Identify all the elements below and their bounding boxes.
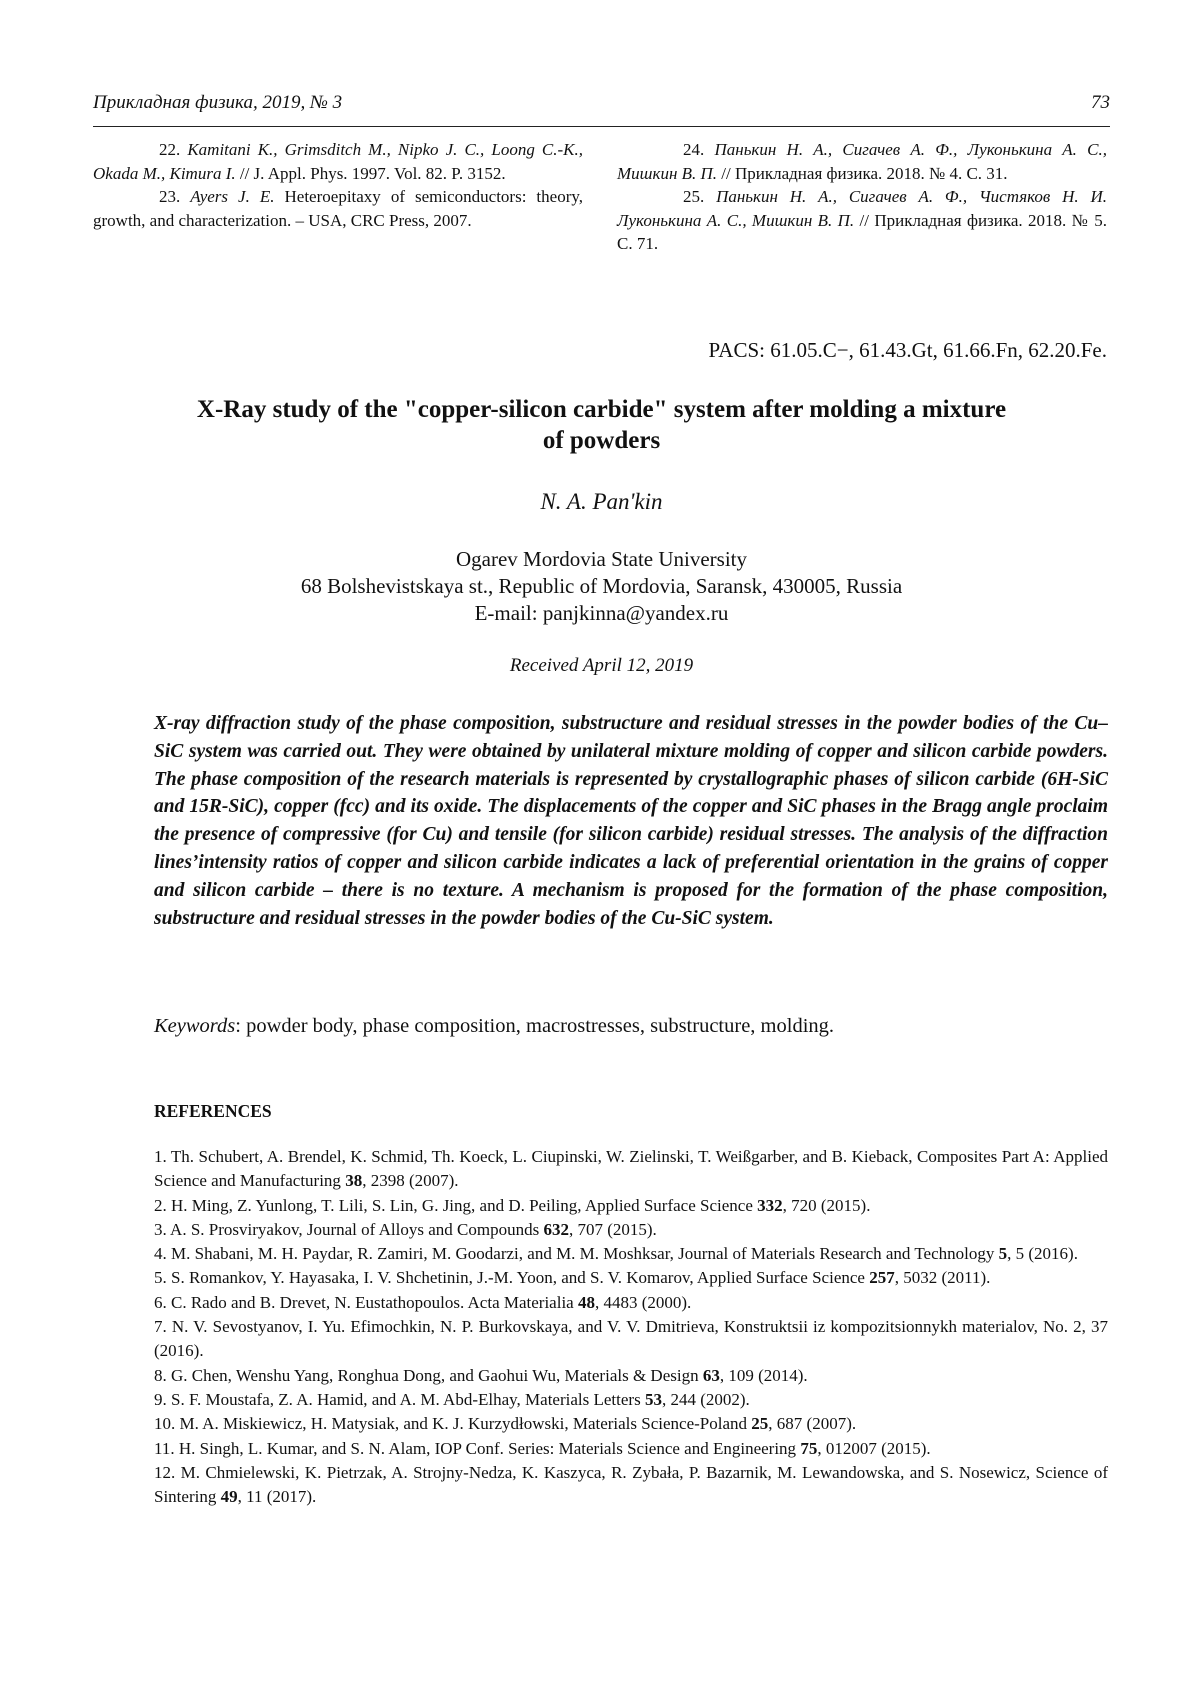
- reference-item: 12. M. Chmielewski, K. Pietrzak, A. Strojny-Nedza, K. Kaszyca, R. Zybała, P. Bazarnik, M. Lewandowska, and S. Nosewicz, Science of Sintering 49, 11 (2017).: [154, 1461, 1108, 1510]
- reference-item: 6. C. Rado and B. Drevet, N. Eustathopoulos. Acta Materialia 48, 4483 (2000).: [154, 1291, 1108, 1315]
- reference-item: 11. H. Singh, L. Kumar, and S. N. Alam, IOP Conf. Series: Materials Science and Engineering 75, 012007 (2015).: [154, 1437, 1108, 1461]
- reference-item: 4. M. Shabani, M. H. Paydar, R. Zamiri, M. Goodarzi, and M. M. Moshksar, Journal of Materials Research and Technology 5, 5 (2016).: [154, 1242, 1108, 1266]
- received-date: Received April 12, 2019: [93, 655, 1110, 677]
- references-heading: REFERENCES: [154, 1101, 272, 1122]
- reference-item: 2. H. Ming, Z. Yunlong, T. Lili, S. Lin, G. Jing, and D. Peiling, Applied Surface Science 332, 720 (2015).: [154, 1194, 1108, 1218]
- reference-authors: Kamitani K., Grimsditch M., Nipko J. C., Loong C.-K., Okada M., Kimura I.: [93, 140, 583, 183]
- reference-item: 5. S. Romankov, Y. Hayasaka, I. V. Shchetinin, J.-M. Yoon, and S. V. Komarov, Applied Surface Science 257, 5032 (2011).: [154, 1266, 1108, 1290]
- article-author: N. A. Pan'kin: [93, 489, 1110, 515]
- affiliation-name: Ogarev Mordovia State University: [93, 546, 1110, 573]
- references-list: [154, 1145, 1108, 1509]
- reference-authors: Панькин Н. А., Сигачев А. Ф., Луконькина А. С., Мишкин В. П.: [617, 140, 1107, 183]
- previous-references-right-column: [617, 138, 1107, 256]
- reference-item: 7. N. V. Sevostyanov, I. Yu. Efimochkin, N. P. Burkovskaya, and V. V. Dmitrieva, Konstruktsii iz kompozitsionnykh materialov, No. 2, 37 (2016).: [154, 1315, 1108, 1364]
- journal-page: [0, 0, 1200, 1698]
- page-number: 73: [1091, 92, 1110, 114]
- reference-item: 9. S. F. Moustafa, Z. A. Hamid, and A. M. Abd-Elhay, Materials Letters 53, 244 (2002).: [154, 1388, 1108, 1412]
- reference-item: 8. G. Chen, Wenshu Yang, Ronghua Dong, and Gaohui Wu, Materials & Design 63, 109 (2014).: [154, 1364, 1108, 1388]
- abstract: X-ray diffraction study of the phase composition, substructure and residual stresses in the powder bodies of the Cu–SiC system was carried out. They were obtained by unilateral mixture molding of copper and silicon carbide powders. The phase composition of the research materials is represented by crystallographic phases of silicon carbide (6H-SiC and 15R-SiC), copper (fcc) and its oxide. The displacements of the copper and SiC phases in the Bragg angle proclaim the presence of compressive (for Cu) and tensile (for silicon carbide) residual stresses. The analysis of the diffraction lines’intensity ratios of copper and silicon carbide indicates a lack of preferential orientation in the grains of copper and silicon carbide – there is no texture. A mechanism is proposed for the formation of the phase composition, substructure and residual stresses in the powder bodies of the Cu-SiC system.: [154, 710, 1108, 932]
- reference-authors: Панькин Н. А., Сигачев А. Ф., Чистяков Н. И. Луконькина А. С., Мишкин В. П.: [617, 187, 1107, 230]
- previous-reference-25: 25. Панькин Н. А., Сигачев А. Ф., Чистяков Н. И. Луконькина А. С., Мишкин В. П. // Прикладная физика. 2018. № 5. С. 71.: [617, 185, 1107, 256]
- reference-authors: Ayers J. E.: [190, 187, 274, 206]
- article-title-line-2: of powders: [93, 425, 1110, 456]
- author-affiliation: [93, 546, 1110, 627]
- reference-item: 1. Th. Schubert, A. Brendel, K. Schmid, Th. Koeck, L. Ciupinski, W. Zielinski, T. Weißgarber, and B. Kieback, Composites Part A: Applied Science and Manufacturing 38, 2398 (2007).: [154, 1145, 1108, 1194]
- pacs-codes: PACS: 61.05.C−, 61.43.Gt, 61.66.Fn, 62.20.Fe.: [709, 338, 1107, 363]
- previous-references-left-column: [93, 138, 583, 232]
- keywords-label: Keywords: [154, 1015, 235, 1037]
- keywords: [154, 1015, 1108, 1038]
- reference-item: 3. A. S. Prosviryakov, Journal of Alloys and Compounds 632, 707 (2015).: [154, 1218, 1108, 1242]
- keywords-list: : powder body, phase composition, macrostresses, substructure, molding.: [235, 1015, 834, 1037]
- previous-reference-24: 24. Панькин Н. А., Сигачев А. Ф., Луконькина А. С., Мишкин В. П. // Прикладная физика. 2018. № 4. С. 31.: [617, 138, 1107, 185]
- running-header: [93, 92, 1110, 127]
- author-email: E-mail: panjkinna@yandex.ru: [93, 600, 1110, 627]
- journal-name: Прикладная физика, 2019, № 3: [93, 92, 342, 114]
- previous-reference-22: 22. Kamitani K., Grimsditch M., Nipko J. C., Loong C.-K., Okada M., Kimura I. // J. Appl. Phys. 1997. Vol. 82. P. 3152.: [93, 138, 583, 185]
- reference-item: 10. M. A. Miskiewicz, H. Matysiak, and K. J. Kurzydłowski, Materials Science-Poland 25, 687 (2007).: [154, 1412, 1108, 1436]
- previous-reference-23: 23. Ayers J. E. Heteroepitaxy of semiconductors: theory, growth, and characterization. – USA, CRC Press, 2007.: [93, 185, 583, 232]
- affiliation-address: 68 Bolshevistskaya st., Republic of Mordovia, Saransk, 430005, Russia: [93, 573, 1110, 600]
- article-title: [93, 394, 1110, 456]
- article-title-line-1: X-Ray study of the "copper-silicon carbide" system after molding a mixture: [93, 394, 1110, 425]
